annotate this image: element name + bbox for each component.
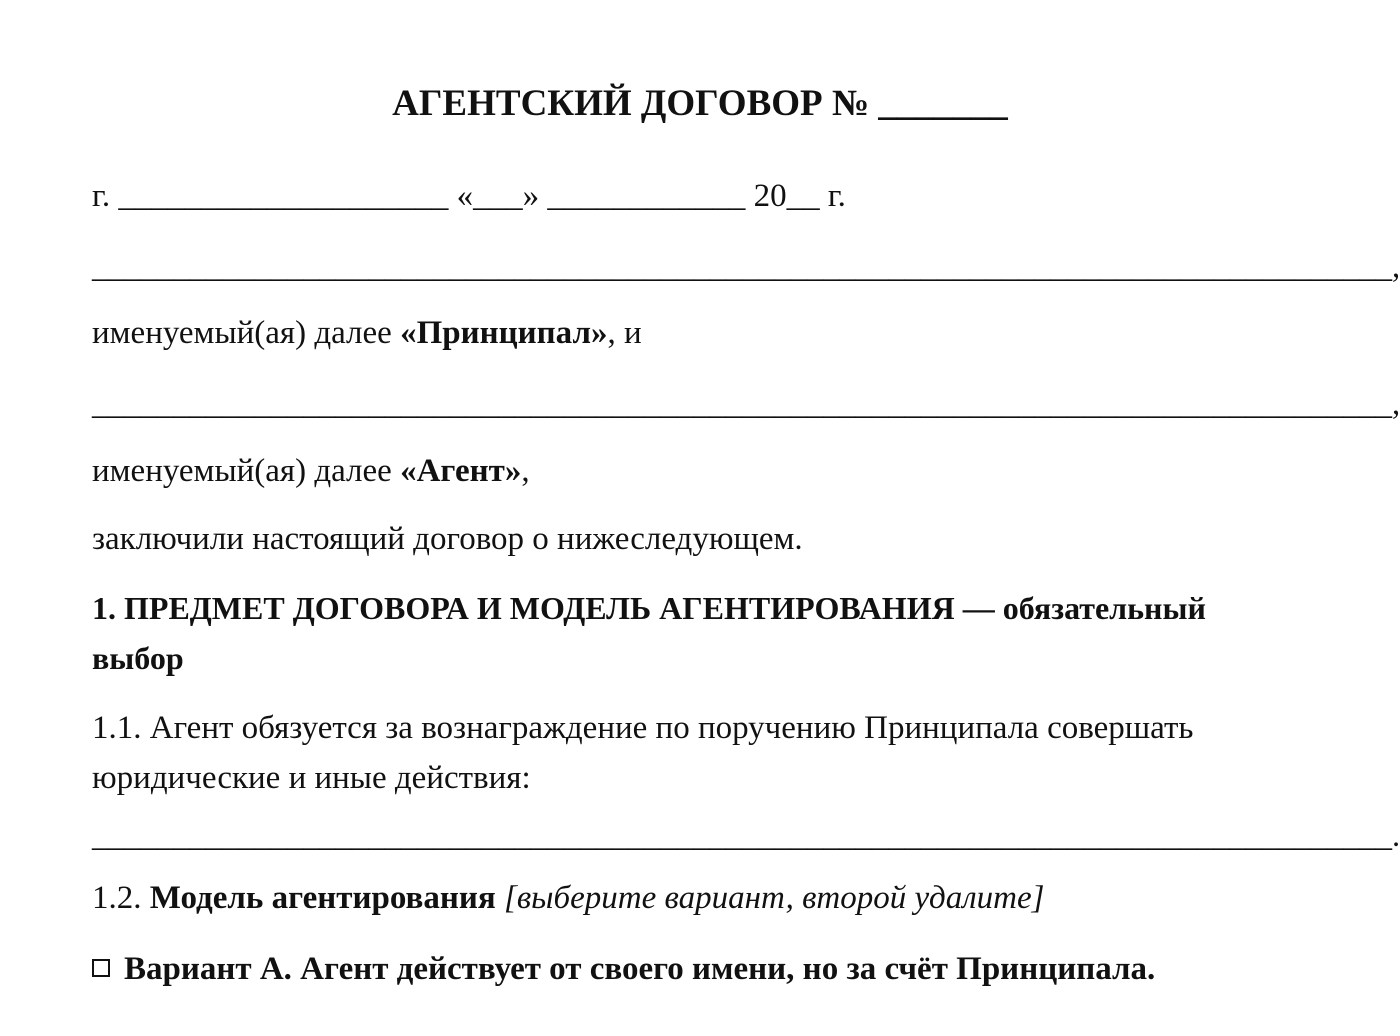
section-1-heading: [92, 588, 1206, 628]
clause-1-1-line-1: 1.1. Агент обязуется за вознаграждение по поручению Принципала совершать: [92, 710, 1194, 746]
clause-1-1-blank-field[interactable]: ________________________________________________________________________________.: [92, 818, 1400, 854]
principal-named-suffix: , и: [607, 315, 642, 351]
clause-1-2-number: 1.2.: [92, 880, 150, 916]
city-blank-field[interactable]: ____________________: [118, 178, 449, 214]
year-blank-field[interactable]: __: [786, 178, 820, 214]
principal-named-prefix: именуемый(ая) далее: [92, 315, 401, 351]
year-prefix: 20: [745, 178, 787, 214]
month-blank-field[interactable]: ____________: [547, 178, 746, 214]
city-prefix: г.: [92, 178, 119, 214]
principal-name-blank-field[interactable]: ________________________________________________________________________________,: [92, 249, 1400, 285]
variant-a-line: [92, 949, 1155, 989]
section-1-heading-note: — обязательный: [954, 590, 1206, 626]
agent-named-line: [92, 451, 530, 491]
day-open-quote: «: [448, 178, 474, 214]
agent-named-suffix: ,: [521, 453, 530, 489]
principal-named-line: [92, 313, 642, 353]
section-1-heading-main: 1. ПРЕДМЕТ ДОГОВОРА И МОДЕЛЬ АГЕНТИРОВАНИЯ: [92, 590, 955, 626]
agent-role: «Агент»: [400, 453, 522, 489]
principal-role: «Принципал»: [400, 315, 608, 351]
agent-name-blank-field[interactable]: ________________________________________________________________________________,: [92, 386, 1400, 422]
clause-1-1-line-2: юридические и иные действия:: [92, 760, 531, 796]
variant-a-checkbox[interactable]: [92, 959, 110, 977]
day-close-quote: »: [522, 178, 548, 214]
concluded-statement: заключили настоящий договор о нижеследующем.: [92, 521, 803, 557]
year-suffix: г.: [819, 178, 846, 214]
clause-1-2-hint: [выберите вариант, второй удалите]: [495, 880, 1045, 916]
clause-1-2-title: Модель агентирования: [149, 880, 496, 916]
clause-1-2-line: [92, 878, 1044, 918]
place-date-line: [92, 176, 846, 216]
document-title: АГЕНТСКИЙ ДОГОВОР № _______: [392, 83, 1008, 124]
section-1-heading-cont: выбор: [92, 640, 184, 676]
day-blank-field[interactable]: ___: [473, 178, 523, 214]
variant-a-label: Вариант А. Агент действует от своего имени, но за счёт Принципала.: [124, 951, 1156, 987]
agent-named-prefix: именуемый(ая) далее: [92, 453, 401, 489]
